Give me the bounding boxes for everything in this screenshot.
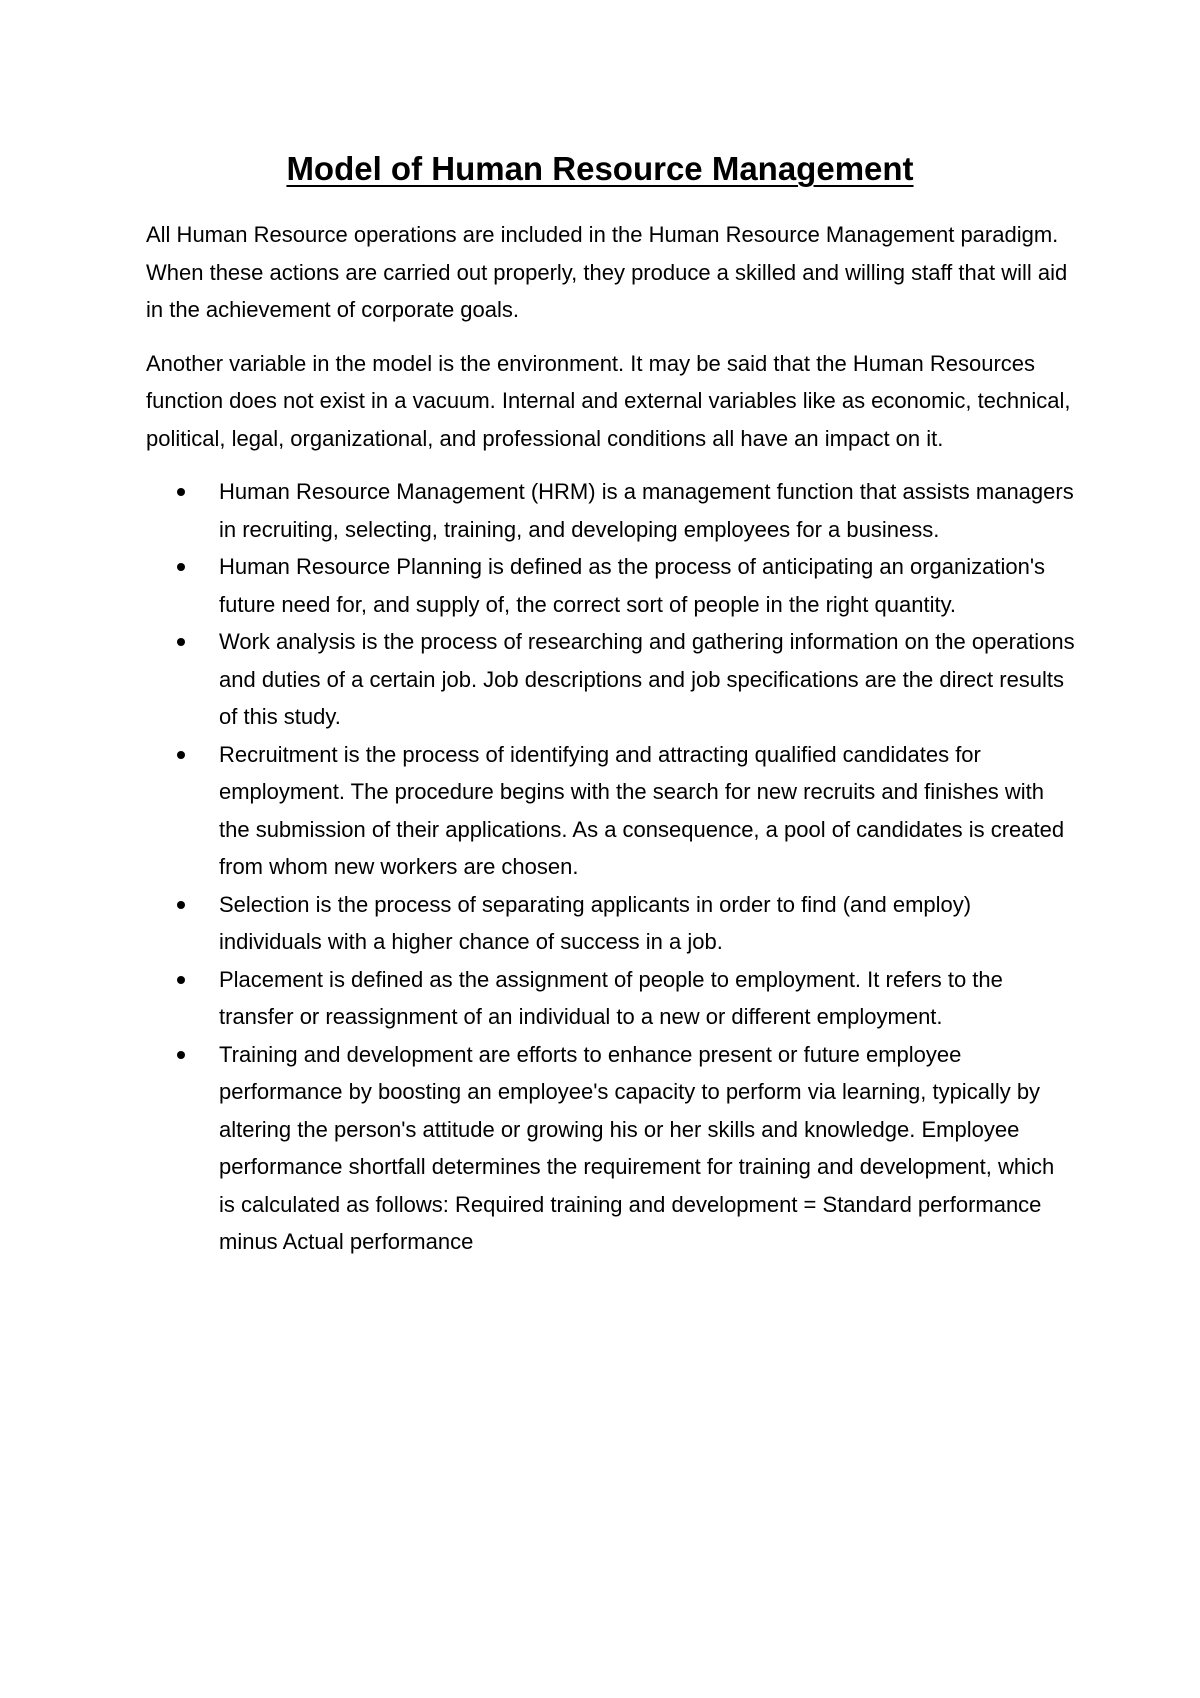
document-body xyxy=(146,216,1076,1261)
bullet-icon xyxy=(177,488,185,496)
list-item-text: Human Resource Management (HRM) is a management function that assists managers in recruiting, selecting, training, and developing employees for a business. xyxy=(219,479,1074,542)
bullet-icon xyxy=(177,751,185,759)
bullet-icon xyxy=(177,901,185,909)
list-item xyxy=(146,623,1076,736)
list-item xyxy=(146,886,1076,961)
list-item xyxy=(146,473,1076,548)
list-item-text: Human Resource Planning is defined as the process of anticipating an organization's future need for, and supply of, the correct sort of people in the right quantity. xyxy=(219,554,1046,617)
list-item xyxy=(146,961,1076,1036)
list-item xyxy=(146,1036,1076,1261)
list-item-text: Training and development are efforts to enhance present or future employee performance by boosting an employee's capacity to perform via learning, typically by altering the person's attitude or growing his or her skills and knowledge. Employee performance shortfall determines the requirement for training and development, which is calculated as follows: Required training and development = Standard performance minus Actual performance xyxy=(219,1041,1055,1254)
bullet-icon xyxy=(177,638,185,646)
bullet-icon xyxy=(177,1051,185,1059)
list-item xyxy=(146,548,1076,623)
bullet-icon xyxy=(177,976,185,984)
list-item-text: Recruitment is the process of identifying and attracting qualified candidates for employment. The procedure begins with the search for new recruits and finishes with the submission of their applications. As a consequence, a pool of candidates is created from whom new workers are chosen. xyxy=(219,741,1065,879)
bullet-icon xyxy=(177,563,185,571)
list-item-text: Placement is defined as the assignment of people to employment. It refers to the transfer or reassignment of an individual to a new or different employment. xyxy=(219,966,1003,1029)
list-item-text: Work analysis is the process of researching and gathering information on the operations and duties of a certain job. Job descriptions and job specifications are the direct results of this study. xyxy=(219,629,1075,729)
list-item xyxy=(146,736,1076,886)
list-item-text: Selection is the process of separating applicants in order to find (and employ) individuals with a higher chance of success in a job. xyxy=(219,891,972,954)
bullet-list xyxy=(146,473,1076,1261)
page-title: Model of Human Resource Management xyxy=(286,150,914,187)
environment-paragraph: Another variable in the model is the environment. It may be said that the Human Resources function does not exist in a vacuum. Internal and external variables like as economic, technical, political, legal, organizational, and professional conditions all have an impact on it. xyxy=(146,350,1071,451)
intro-paragraph: All Human Resource operations are included in the Human Resource Management paradigm. When these actions are carried out properly, they produce a skilled and willing staff that will aid in the achievement of corporate goals. xyxy=(146,222,1068,322)
